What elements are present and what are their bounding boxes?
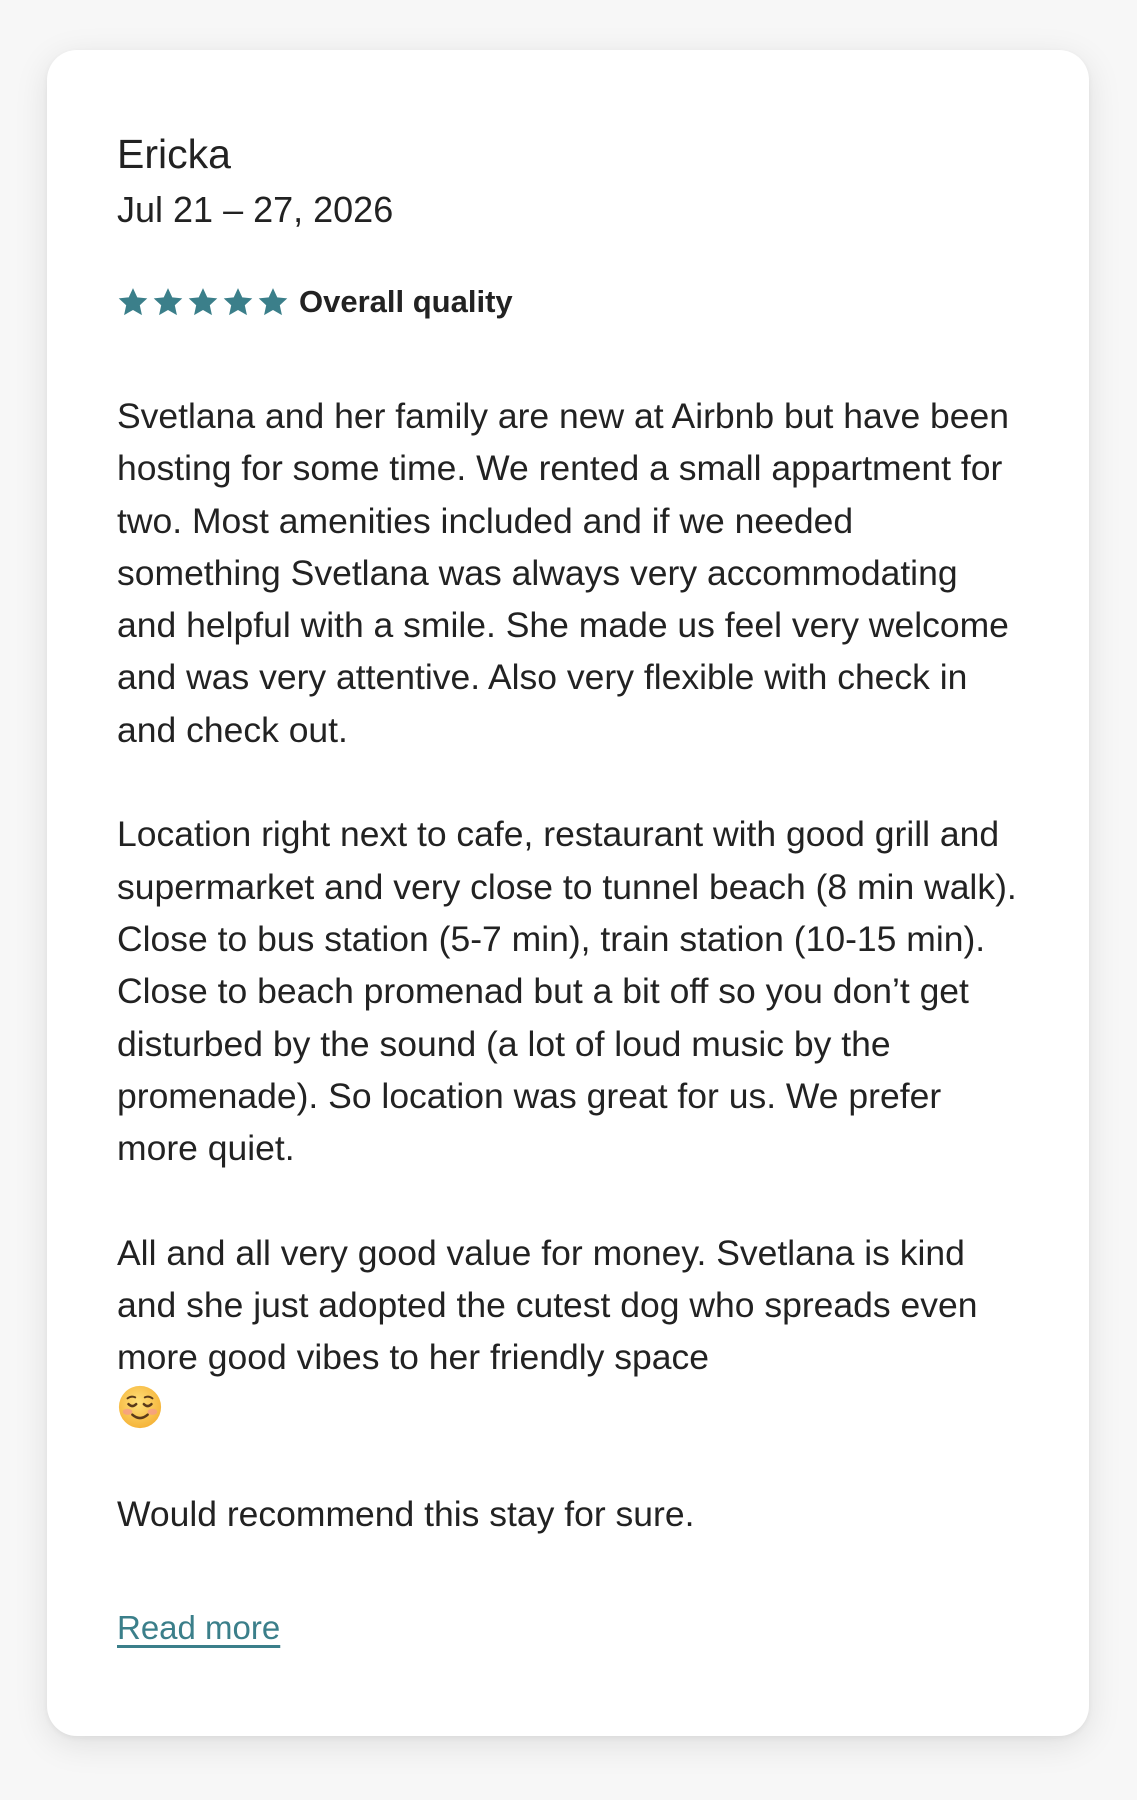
review-paragraph: Would recommend this stay for sure. bbox=[117, 1494, 695, 1535]
review-paragraph-text: All and all very good value for money. Svetlana is kind and she just adopted the cutest dog who spreads even more good vibes to her friendly space bbox=[117, 1232, 978, 1378]
review-text bbox=[117, 390, 1019, 1541]
reviewer-name: Ericka bbox=[117, 131, 231, 177]
review-paragraph: Svetlana and her family are new at Airbnb but have been hosting for some time. We rented a small appartment for two. Most amenities included and if we needed something Svetlana was always very accommodating and helpful with a smile. She made us feel very welcome and was very attentive. Also very flexible with check in and check out. bbox=[117, 396, 1010, 750]
star-icon bbox=[257, 286, 289, 318]
star-icon bbox=[222, 286, 254, 318]
star-rating bbox=[117, 286, 289, 318]
star-icon bbox=[117, 286, 149, 318]
review-paragraph: Location right next to cafe, restaurant with good grill and supermarket and very close to tunnel beach (8 min walk). Close to bus station (5-7 min), train station (10-15 min). Close to beach promenad but a bit off so you don’t get disturbed by the sound (a lot of loud music by the promenade). So location was great for us. We prefer more quiet. bbox=[117, 814, 1017, 1169]
review-card bbox=[47, 50, 1089, 1736]
read-more-link[interactable]: Read more bbox=[117, 1608, 281, 1646]
rating-label: Overall quality bbox=[299, 284, 513, 319]
star-icon bbox=[187, 286, 219, 318]
smiling-face-emoji-icon bbox=[117, 1384, 163, 1430]
review-paragraph-with-emoji bbox=[117, 1227, 1019, 1436]
star-icon bbox=[152, 286, 184, 318]
rating-row bbox=[117, 280, 1019, 324]
stay-dates: Jul 21 – 27, 2026 bbox=[117, 189, 394, 230]
